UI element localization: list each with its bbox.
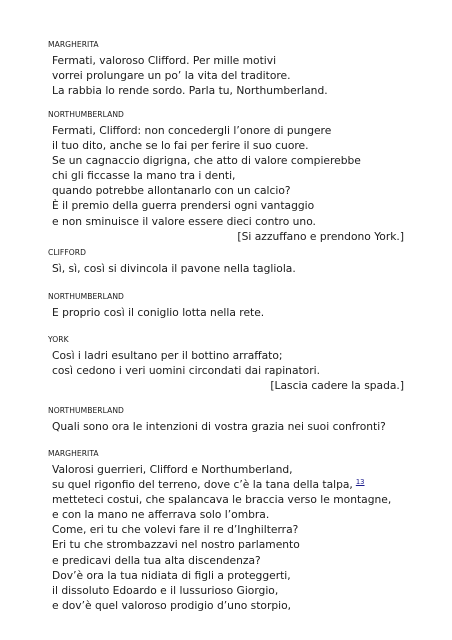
stage-direction: [Lascia cadere la spada.] [270,379,404,393]
verse-line: e con la mano ne afferrava solo l’ombra. [52,508,270,522]
speaker-name: CLIFFORD [48,248,87,257]
speech-clifford-1 [48,248,404,276]
speech-margherita-1 [48,40,404,98]
speaker-name: NORTHUMBERLAND [48,292,124,301]
verse-text: su quel rigonfio del terreno, dove c’è la tana della talpa, [52,478,353,492]
speech-lines [48,123,404,244]
speech-northumberland-2 [48,292,404,320]
stage-direction: [Si azzuffano e prendono York.] [237,229,404,243]
verse-line: Fermati, Clifford: non concedergli l’onore di pungere [52,124,332,137]
speaker-name: NORTHUMBERLAND [48,110,124,119]
verse-line: metteteci costui, che spalancava le braccia verso le montagne, [52,493,392,507]
verse-line: È il premio della guerra prendersi ogni vantaggio [52,199,315,213]
speech-lines [48,419,404,434]
speech-northumberland-1 [48,110,404,244]
verse-line: Dov’è ora la tua nidiata di figli a proteggerti, [52,568,291,582]
verse-line: La rabbia lo rende sordo. Parla tu, Northumberland. [52,84,328,98]
speech-margherita-2 [48,449,404,613]
verse-line: il tuo dito, anche se lo fai per ferire il suo cuore. [52,139,309,153]
verse-line: e non sminuisce il valore essere dieci contro uno. [52,214,316,228]
verse-line: Fermati, valoroso Clifford. Per mille motivi [52,54,277,67]
speaker-name: MARGHERITA [48,449,99,458]
verse-line: il dissoluto Edoardo e il lussurioso Giorgio, [52,583,279,597]
verse-line: e predicavi della tua alta discendenza? [52,553,261,567]
speech-northumberland-3 [48,406,404,434]
speech-lines [48,462,404,613]
speech-york-1 [48,335,404,393]
verse-line: e dov’è quel valoroso prodigio d’uno storpio, [52,598,292,612]
verse-line: Sì, sì, così si divincola il pavone nella tagliola. [52,262,296,275]
verse-line: E proprio così il coniglio lotta nella rete. [52,306,265,319]
verse-line: chi gli ficcasse la mano tra i denti, [52,169,236,183]
verse-line: Eri tu che strombazzavi nel nostro parlamento [52,538,300,552]
speaker-name: NORTHUMBERLAND [48,406,124,415]
verse-line: Come, eri tu che volevi fare il re d’Inghilterra? [52,523,299,537]
footnote-reference-link[interactable]: 13 [355,478,365,487]
verse-line: vorrei prolungare un po’ la vita del traditore. [52,69,291,83]
verse-line: quando potrebbe allontanarlo con un calcio? [52,184,291,198]
speaker-name: YORK [48,335,69,344]
verse-line: Se un cagnaccio digrigna, che atto di valore compierebbe [52,154,361,168]
speech-lines [48,348,404,393]
verse-line: Quali sono ora le intenzioni di vostra grazia nei suoi confronti? [52,420,386,433]
verse-line-with-footnote [52,477,404,492]
speech-lines [48,53,404,98]
verse-line: così cedono i veri uomini circondati dai rapinatori. [52,364,320,378]
speech-lines [48,261,404,276]
verse-line: Così i ladri esultano per il bottino arraffato; [52,349,283,362]
verse-line: Valorosi guerrieri, Clifford e Northumberland, [52,463,293,476]
speech-lines [48,305,404,320]
speaker-name: MARGHERITA [48,40,99,49]
